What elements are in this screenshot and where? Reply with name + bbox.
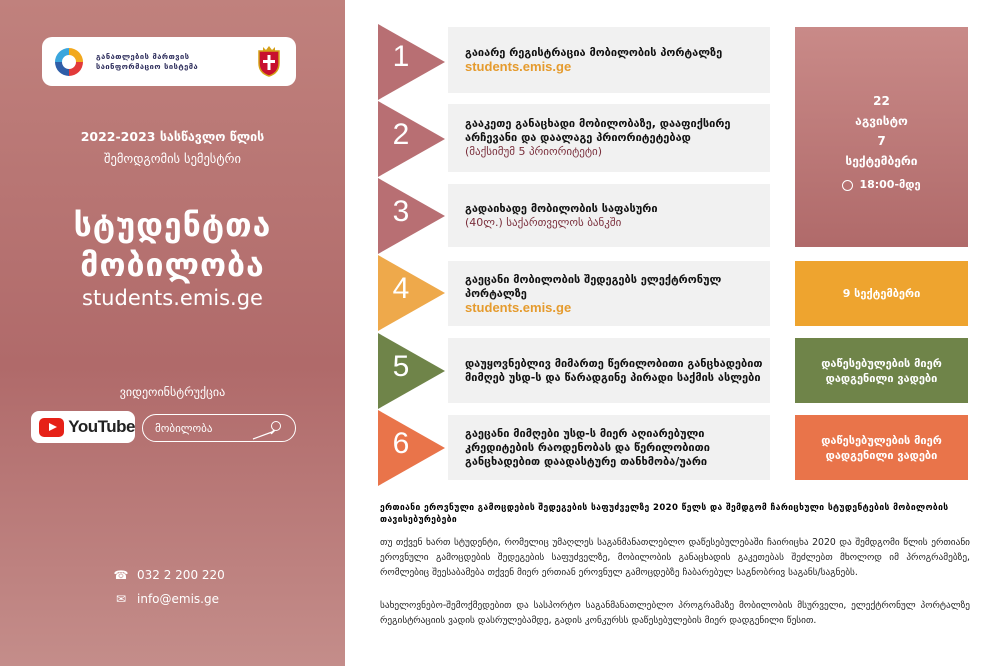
step-6-date: დაწესებულების მიერ დადგენილი ვადები bbox=[821, 433, 942, 462]
step-5-text: დაუყოვნებლივ მიმართე წერილობითი განცხადებით მიმღებ უსდ-ს და წარადგინე პირადი საქმის ასლები bbox=[465, 356, 763, 384]
org-name: განათლების მართვის საინფორმაციო სისტემა bbox=[96, 51, 199, 71]
emis-logo-icon bbox=[52, 45, 86, 79]
step-3-text: გადაიხადე მობილობის საფასური bbox=[465, 201, 658, 215]
step-4-card bbox=[448, 261, 770, 326]
mail-icon: ✉ bbox=[115, 592, 127, 606]
deadline-day-1: 22 bbox=[873, 94, 890, 108]
step-1-link[interactable]: students.emis.ge bbox=[465, 59, 572, 74]
deadline-time-text: 18:00-მდე bbox=[859, 178, 921, 191]
step-2-card bbox=[448, 104, 770, 172]
deadline-month-1: აგვისტო bbox=[855, 114, 908, 128]
notes-paragraph-2: სახელოვნებო-შემოქმედებით და სასპორტო საგანმანათლებლო პროგრამაზე მობილობის მსურველი, ელექტრონულ პორტალზე რეგისტრაციის ვადის დასრულებამდე, გადის კონკურსს დაწესებულების მიერ დადგენილი წესით. bbox=[380, 600, 970, 626]
youtube-button[interactable] bbox=[31, 411, 135, 443]
step-4-date: 9 სექტემბერი bbox=[842, 287, 921, 300]
email-row bbox=[113, 592, 219, 606]
step-1-card bbox=[448, 27, 770, 93]
step-5-card bbox=[448, 338, 770, 403]
title-line-2: მობილობა bbox=[80, 246, 265, 284]
year-line: 2022-2023 სასწავლო წლის bbox=[80, 129, 265, 144]
step-4-date-box bbox=[795, 261, 968, 326]
notes-title: ერთიანი ეროვნული გამოცდების შედეგების საფუძველზე 2020 წელს და შემდგომ ჩარიცხული სტუდენტების მობილობის თავისებურებები bbox=[380, 503, 949, 525]
step-3-number: 3 bbox=[392, 195, 410, 228]
logo-box bbox=[42, 37, 296, 86]
step-4-number: 4 bbox=[392, 272, 410, 305]
clock-icon bbox=[842, 180, 853, 191]
step-4-text: გაეცანი მობილობის შედეგებს ელექტრონულ პორტალზე bbox=[465, 272, 722, 300]
step-1-text: გაიარე რეგისტრაცია მობილობის პორტალზე bbox=[465, 46, 723, 59]
deadline-month-2: სექტემბერი bbox=[845, 154, 918, 168]
deadline-day-2: 7 bbox=[877, 134, 886, 148]
step-3-subtext: (40ლ.) საქართველოს ბანკში bbox=[465, 215, 622, 229]
youtube-play-icon bbox=[39, 418, 64, 437]
phone-row bbox=[113, 568, 225, 582]
step-6-number: 6 bbox=[392, 427, 410, 460]
step-4-link[interactable]: students.emis.ge bbox=[465, 299, 572, 315]
phone-icon: ☎ bbox=[113, 568, 129, 582]
step-5-number: 5 bbox=[392, 350, 410, 383]
step-2-text: გააკეთე განაცხადი მობილობაზე, დააფიქსირე არჩევანი და დაალაგე პრიორიტეტებად bbox=[465, 117, 731, 144]
step-1-number: 1 bbox=[392, 40, 410, 73]
phone-number: 032 2 200 220 bbox=[137, 568, 225, 582]
main-deadline-box bbox=[795, 27, 968, 247]
step-6-card bbox=[448, 415, 770, 480]
academic-year bbox=[0, 126, 345, 170]
step-3-card bbox=[448, 184, 770, 247]
title-line-1: სტუდენტთა bbox=[73, 206, 272, 244]
page-title bbox=[0, 205, 345, 285]
video-instruction-label: ვიდეოინსტრუქცია bbox=[119, 385, 226, 399]
step-2-number: 2 bbox=[392, 118, 410, 151]
youtube-label: YouTube bbox=[68, 417, 135, 436]
step-6-text: გაეცანი მიმღები უსდ-ს მიერ აღიარებული კრედიტების რაოდენობას და წერილობითი განცხადებით დაადასტურე თანხმობა/უარი bbox=[465, 426, 710, 468]
cursor-icon bbox=[252, 430, 274, 440]
step-6-date-box bbox=[795, 415, 968, 480]
search-text: მობილობა bbox=[155, 421, 213, 435]
left-panel bbox=[0, 0, 345, 666]
step-2-subtext: (მაქსიმუმ 5 პრიორიტეტი) bbox=[465, 145, 603, 158]
email-address[interactable]: info@emis.ge bbox=[137, 592, 219, 606]
semester-line: შემოდგომის სემესტრი bbox=[104, 151, 241, 166]
deadline-time bbox=[795, 175, 968, 195]
step-5-date: დაწესებულების მიერ დადგენილი ვადები bbox=[821, 356, 942, 385]
website-link[interactable]: students.emis.ge bbox=[82, 286, 263, 310]
notes-paragraph-1: თუ თქვენ ხართ სტუდენტი, რომელიც უმაღლეს საგანმანათლებლო დაწესებულებაში ჩაირიცხა 2020 და შემდგომი წლის ერთიანი ეროვნული გამოცდების შედეგების საფუძველზე, მობილობის განაცხადის გაკეთებას შეძლებთ მხოლოდ იმ პროგრამებზე, რომლებიც შეესაბამება თქვენ მიერ ერთიან ეროვნულ გამოცდებზე ჩაბარებულ საგნობრივ საგანს/საგნებს. bbox=[380, 537, 970, 578]
coat-of-arms-icon bbox=[254, 45, 284, 78]
step-5-date-box bbox=[795, 338, 968, 403]
